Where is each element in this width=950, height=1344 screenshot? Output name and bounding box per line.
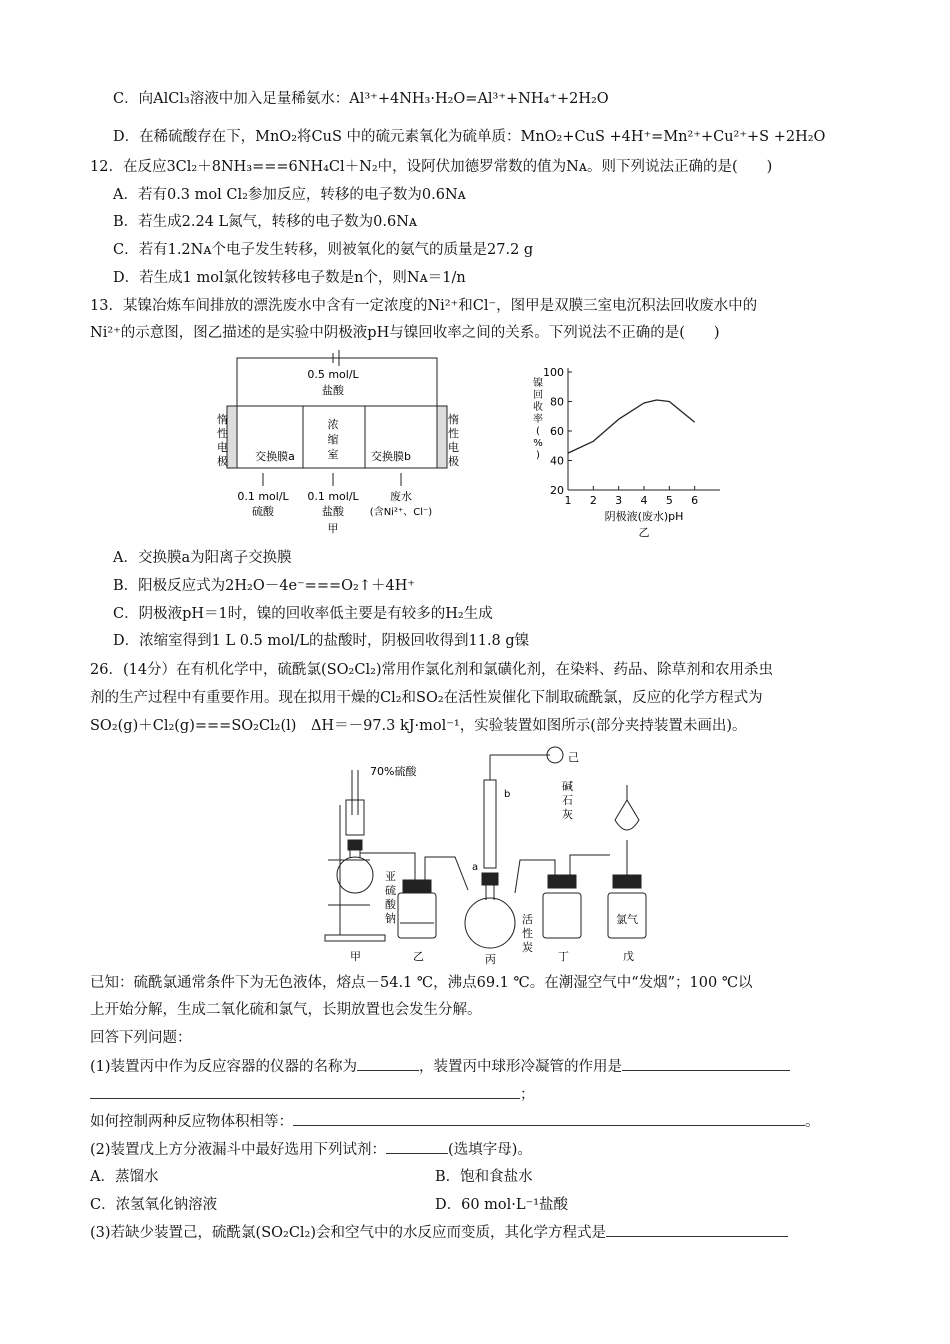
- y-axis-label-char: 率: [533, 414, 543, 425]
- question-26-stem-1: 26．(14分）在有机化学中，硫酰氯(SO₂Cl₂)常用作氯化剂和氯磺化剂，在染料、药品、除草剂和农用杀虫: [90, 662, 774, 678]
- answer-blank-condenser-cont[interactable]: [90, 1084, 520, 1099]
- label-reagent: 亚: [385, 870, 396, 883]
- part-2-line: [90, 1139, 532, 1160]
- answer-blank-vessel[interactable]: [357, 1056, 419, 1071]
- q13-option-a: A．交换膜a为阳离子交换膜: [113, 550, 292, 566]
- figure-yi-chart: [530, 360, 730, 540]
- left-electrode-4: 极: [217, 455, 228, 468]
- y-axis-label-char: 镍: [533, 378, 543, 389]
- left-electrode-3: 电: [217, 441, 228, 454]
- q13-option-d: D．浓缩室得到1 L 0.5 mol/L的盐酸时，阴极回收得到11.8 g镍: [113, 633, 530, 649]
- y-tick-label: 100: [543, 366, 564, 379]
- q12-option-a: A．若有0.3 mol Cl₂参加反应，转移的电子数为0.6Nᴀ: [113, 187, 466, 203]
- label-ji: 己: [568, 751, 579, 764]
- y-axis-label-char: 收: [533, 402, 543, 413]
- in1-conc: 0.1 mol/L: [237, 490, 289, 503]
- question-26-stem-2: 剂的生产过程中有重要作用。现在拟用干燥的Cl₂和SO₂在活性炭催化下制取硫酰氯，反应的化学方程式为: [90, 690, 763, 706]
- part-2-text-b: (选填字母)。: [448, 1142, 532, 1158]
- label-reagent-4: 钠: [385, 912, 396, 925]
- q12-option-c: C．若有1.2Nᴀ个电子发生转移，则被氧化的氨气的质量是27.2 g: [113, 242, 534, 258]
- in1-name: 硫酸: [252, 505, 274, 518]
- known-line-2: 上开始分解，生成二氧化硫和氯气，长期放置也会发生分解。: [90, 1002, 482, 1018]
- x-tick-label: 1: [564, 494, 572, 507]
- part-1-line-2: [90, 1084, 535, 1105]
- membrane-b-label: 交换膜b: [371, 450, 411, 463]
- middle-room-2: 缩: [327, 433, 339, 446]
- y-tick-label: 80: [550, 395, 564, 409]
- part-3-line: [90, 1222, 788, 1243]
- in2-name: 盐酸: [322, 505, 344, 518]
- question-13-stem-1: 13．某镍冶炼车间排放的漂洗废水中含有一定浓度的Ni²⁺和Cl⁻，图甲是双膜三室电沉积法回收废水中的: [90, 298, 758, 314]
- x-tick-label: 2: [589, 494, 597, 507]
- part-1-semicolon: ；: [520, 1087, 535, 1103]
- part-2-option-d: D．60 mol·L⁻¹盐酸: [435, 1197, 569, 1213]
- y-axis-label-char: 回: [533, 390, 543, 401]
- right-electrode-label: 惰: [448, 413, 459, 426]
- part-1-text: (1)装置丙中作为反应容器的仪器的名称为: [90, 1059, 358, 1075]
- left-electrode-label: 惰: [217, 413, 228, 426]
- x-tick-label: 6: [691, 494, 699, 507]
- q12-option-b: B．若生成2.24 L氮气，转移的电子数为0.6Nᴀ: [113, 214, 418, 230]
- part-2-option-a: A．蒸馏水: [90, 1169, 159, 1185]
- label-jia: 甲: [350, 950, 361, 963]
- x-tick-label: 4: [640, 494, 648, 507]
- part-2-option-c: C．浓氢氧化钠溶液: [90, 1197, 218, 1213]
- part-1-line-3: [90, 1111, 820, 1132]
- q12-option-d: D．若生成1 mol氯化铵转移电子数是n个，则Nᴀ＝1/n: [113, 270, 466, 286]
- label-port-a: a: [472, 862, 479, 873]
- membrane-a-label: 交换膜a: [255, 450, 295, 463]
- in3-name: 废水: [390, 490, 412, 503]
- question-26-stem-3: SO₂(g)＋Cl₂(g)===SO₂Cl₂(l) ΔH＝－97.3 kJ·mol⁻¹，实验装置如图所示(部分夹持装置未画出)。: [90, 718, 747, 734]
- in2-conc: 0.1 mol/L: [307, 490, 359, 503]
- label-lime-2: 石: [562, 794, 573, 807]
- right-electrode-4: 极: [448, 455, 459, 468]
- x-tick-label: 3: [615, 494, 623, 507]
- label-yi: 乙: [413, 950, 424, 963]
- part-1-text-b: ，装置丙中球形冷凝管的作用是: [419, 1059, 623, 1075]
- label-carbon-3: 炭: [522, 941, 533, 954]
- middle-room-3: 室: [327, 448, 339, 461]
- series-line-nickel-recovery: [568, 400, 695, 453]
- label-lime-3: 灰: [562, 808, 573, 821]
- label-bing: 丙: [485, 953, 496, 966]
- option-c-line: C．向AlCl₃溶液中加入足量稀氨水：Al³⁺+4NH₃·H₂O=Al³⁺+NH₄⁺+2H₂O: [113, 91, 609, 107]
- right-electrode-2: 性: [448, 427, 459, 440]
- figure-jia-caption: 甲: [327, 522, 339, 535]
- part-1-line: [90, 1056, 790, 1077]
- right-electrode-3: 电: [448, 441, 459, 454]
- label-lime: 碱: [562, 780, 573, 793]
- label-reagent-3: 酸: [385, 898, 396, 911]
- part-2-option-b: B．饱和食盐水: [435, 1169, 533, 1185]
- answer-blank-reagent[interactable]: [386, 1139, 448, 1154]
- left-electrode-2: 性: [217, 427, 228, 440]
- answer-blank-equation[interactable]: [606, 1222, 788, 1237]
- label-chlorine: 氯气: [616, 913, 638, 926]
- part-1-control-text: 如何控制两种反应物体积相等：: [90, 1114, 293, 1130]
- label-wu: 戊: [623, 950, 634, 963]
- part-2-text: (2)装置戊上方分液漏斗中最好选用下列试剂：: [90, 1142, 387, 1158]
- part-3-text: (3)若缺少装置己，硫酰氯(SO₂Cl₂)会和空气中的水反应而变质，其化学方程式是: [90, 1225, 607, 1241]
- y-axis-label-char: (: [536, 426, 540, 437]
- label-carbon: 活: [522, 913, 533, 926]
- q13-option-c: C．阴极液pH＝1时，镍的回收率低主要是有较多的H₂生成: [113, 606, 493, 622]
- question-12-stem: 12．在反应3Cl₂＋8NH₃===6NH₄Cl＋N₂中，设阿伏加德罗常数的值为Nᴀ。则下列说法正确的是( ): [90, 159, 773, 175]
- y-tick-label: 60: [550, 425, 564, 438]
- x-axis-label: 阴极液(废水)pH: [604, 510, 684, 523]
- y-axis-label-char: ): [536, 450, 540, 461]
- y-tick-label: 20: [550, 484, 564, 497]
- option-d-line: D．在稀硫酸存在下，MnO₂将CuS 中的硫元素氧化为硫单质：MnO₂+CuS +4H⁺=Mn²⁺+Cu²⁺+S +2H₂O: [113, 129, 826, 145]
- top-conc: 0.5 mol/L: [307, 368, 359, 381]
- label-carbon-2: 性: [522, 927, 533, 940]
- y-axis-label-char: %: [533, 438, 543, 449]
- top-name: 盐酸: [322, 384, 344, 397]
- y-tick-label: 40: [550, 454, 564, 468]
- answer-blank-control[interactable]: [293, 1111, 805, 1126]
- q13-option-b: B．阳极反应式为2H₂O－4e⁻===O₂↑＋4H⁺: [113, 578, 416, 594]
- known-line-1: 已知：硫酰氯通常条件下为无色液体，熔点－54.1 ℃，沸点69.1 ℃。在潮湿空气中“发烟”；100 ℃以: [90, 975, 753, 991]
- part-1-period: 。: [805, 1114, 820, 1130]
- answer-heading: 回答下列问题：: [90, 1030, 192, 1046]
- figure-yi-caption: 乙: [638, 526, 650, 539]
- figure-jia-electrolysis: [215, 348, 460, 538]
- figure-apparatus: [310, 745, 710, 970]
- label-reagent-2: 硫: [385, 884, 396, 897]
- middle-room-label: 浓: [327, 418, 339, 431]
- label-port-b: b: [504, 789, 511, 800]
- x-tick-label: 5: [665, 494, 673, 507]
- label-acid: 70%硫酸: [370, 765, 417, 778]
- label-ding: 丁: [558, 950, 569, 963]
- answer-blank-condenser[interactable]: [622, 1056, 790, 1071]
- question-13-stem-2: Ni²⁺的示意图，图乙描述的是实验中阴极液pH与镍回收率之间的关系。下列说法不正确的是( ): [90, 325, 720, 341]
- in3-note: (含Ni²⁺、Cl⁻): [369, 507, 433, 518]
